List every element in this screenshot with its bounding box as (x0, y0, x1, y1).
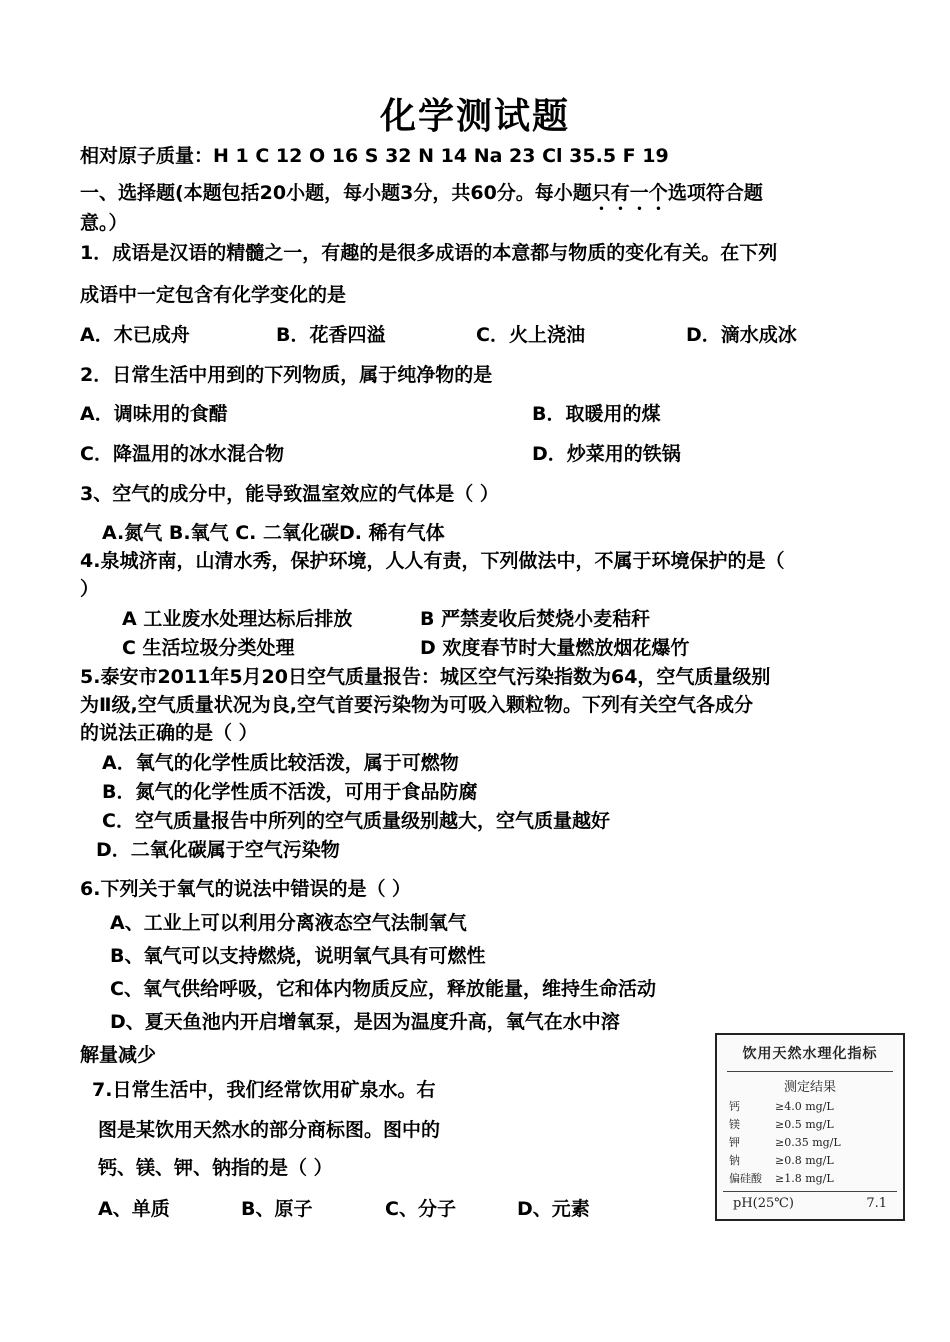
q7-stem-line1: 7.日常生活中，我们经常饮用矿泉水。右 (92, 1079, 436, 1101)
q5-stem-line2: 为Ⅱ级,空气质量状况为良,空气首要污染物为可吸入颗粒物。下列有关空气各成分 (80, 694, 753, 716)
q3-stem: 3、空气的成分中，能导致温室效应的气体是（ ） (80, 483, 499, 505)
water-label-row (717, 1097, 903, 1115)
q6-option-a: A、工业上可以利用分离液态空气法制氧气 (110, 912, 467, 934)
q7-option-b: B、原子 (241, 1198, 313, 1220)
water-label-row-value: ≥0.8 mg/L (775, 1153, 834, 1167)
q1-option-c: C．火上浇油 (476, 324, 585, 346)
water-label-row-value: ≥0.35 mg/L (775, 1135, 841, 1149)
section-heading-emph: 只有一个 (591, 182, 668, 204)
water-label-row-value: ≥0.5 mg/L (775, 1117, 834, 1131)
q5-stem-line1: 5.泰安市2011年5月20日空气质量报告：城区空气污染指数为64，空气质量级别 (80, 666, 771, 688)
q2-option-c: C．降温用的冰水混合物 (80, 443, 284, 465)
water-label-row-name: 钾 (729, 1136, 740, 1149)
water-label-title: 饮用天然水理化指标 (742, 1046, 878, 1062)
q1-stem-line2: 成语中一定包含有化学变化的是 (80, 284, 347, 306)
q5-stem-line3: 的说法正确的是（ ） (80, 722, 258, 744)
q4-option-d: D 欢度春节时大量燃放烟花爆竹 (420, 637, 690, 659)
q1-option-a: A．木已成舟 (80, 324, 190, 346)
water-label-row-value: ≥4.0 mg/L (775, 1099, 834, 1113)
q5-option-d: D．二氧化碳属于空气污染物 (96, 839, 340, 861)
section-heading-post: 选项符合题 (667, 182, 763, 204)
section-heading-line1 (80, 180, 763, 215)
q6-option-d: D、夏天鱼池内开启增氧泵，是因为温度升高，氧气在水中溶 (110, 1011, 620, 1033)
q7-stem-line3: 钙、镁、钾、钠指的是（ ） (98, 1157, 333, 1179)
q4-option-a: A 工业废水处理达标后排放 (122, 608, 353, 630)
water-label-row (717, 1169, 903, 1187)
q3-options: A.氮气 B.氧气 C. 二氧化碳D. 稀有气体 (102, 522, 445, 544)
q5-option-c: C．空气质量报告中所列的空气质量级别越大，空气质量越好 (102, 810, 610, 832)
water-label-row-value: ≥1.8 mg/L (775, 1171, 834, 1185)
q4-option-c: C 生活垃圾分类处理 (122, 637, 295, 659)
q4-stem-line2: ） (80, 578, 100, 600)
q2-option-b: B．取暖用的煤 (532, 403, 661, 425)
section-heading-pre: 一、选择题(本题包括20小题，每小题3分，共60分。每小题 (80, 182, 592, 204)
water-label-row-name: 镁 (729, 1118, 740, 1131)
q2-option-a: A．调味用的食醋 (80, 403, 228, 425)
water-label-ph-row (723, 1191, 897, 1211)
q6-stem: 6.下列关于氧气的说法中错误的是（ ） (80, 878, 412, 900)
water-label-figure (715, 1033, 905, 1221)
q2-stem: 2．日常生活中用到的下列物质，属于纯净物的是 (80, 364, 493, 386)
q7-stem-line2: 图是某饮用天然水的部分商标图。图中的 (98, 1119, 441, 1141)
q7-option-d: D、元素 (517, 1198, 590, 1220)
q5-option-a: A．氧气的化学性质比较活泼，属于可燃物 (102, 752, 459, 774)
water-label-ph-label: pH(25℃) (733, 1196, 794, 1211)
q4-stem-line1: 4.泉城济南，山清水秀，保护环境，人人有责，下列做法中，不属于环境保护的是（ (80, 550, 785, 572)
water-label-ph-value: 7.1 (866, 1196, 887, 1211)
q6-option-d-cont: 解量减少 (80, 1044, 157, 1066)
q6-option-c: C、氧气供给呼吸，它和体内物质反应，释放能量，维持生命活动 (110, 978, 656, 1000)
water-label-row-name: 钙 (729, 1100, 740, 1113)
section-heading-line2: 意。） (80, 212, 128, 234)
atomic-masses: 相对原子质量：H 1 C 12 O 16 S 32 N 14 Na 23 Cl 35.5 F 19 (80, 145, 669, 167)
water-label-row (717, 1151, 903, 1169)
page-title: 化学测试题 (379, 96, 570, 137)
q2-option-d: D．炒菜用的铁锅 (532, 443, 681, 465)
q7-option-a: A、单质 (98, 1198, 170, 1220)
water-label-row-name: 钠 (729, 1154, 740, 1167)
q1-stem-line1: 1．成语是汉语的精髓之一，有趣的是很多成语的本意都与物质的变化有关。在下列 (80, 242, 778, 264)
water-label-row (717, 1115, 903, 1133)
q4-option-b: B 严禁麦收后焚烧小麦秸秆 (420, 608, 651, 630)
q5-option-b: B．氮气的化学性质不活泼，可用于食品防腐 (102, 781, 478, 803)
q1-option-b: B．花香四溢 (276, 324, 386, 346)
water-label-header: 测定结果 (727, 1071, 893, 1095)
water-label-row (717, 1133, 903, 1151)
water-label-row-name: 偏硅酸 (729, 1172, 762, 1185)
q6-option-b: B、氧气可以支持燃烧，说明氧气具有可燃性 (110, 945, 486, 967)
q1-option-d: D．滴水成冰 (686, 324, 797, 346)
q7-option-c: C、分子 (385, 1198, 456, 1220)
